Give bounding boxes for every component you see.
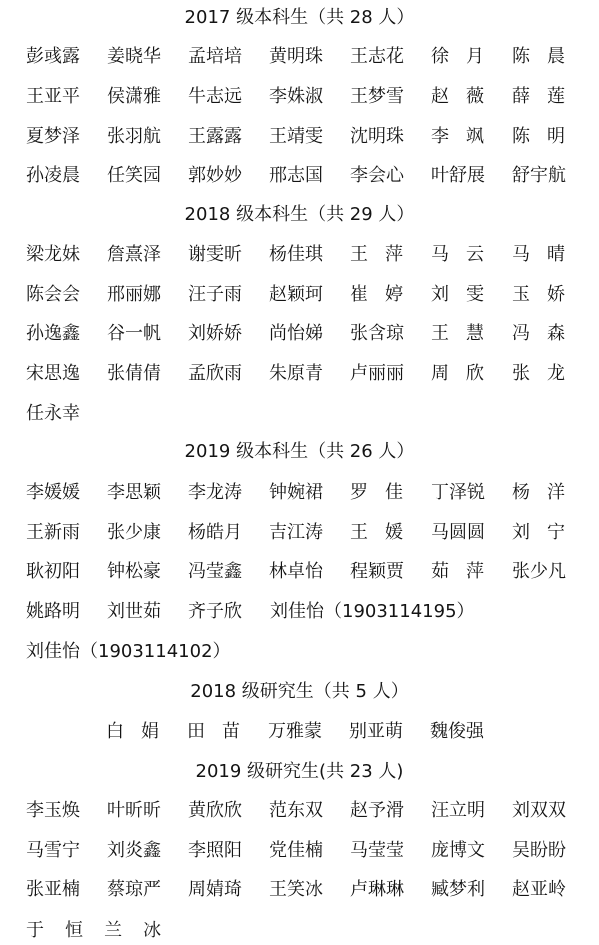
- student-name: 郭妙妙: [188, 165, 242, 186]
- student-name: 马 晴: [512, 244, 565, 265]
- student-name: 陈 晨: [512, 46, 565, 67]
- student-name: 王笑冰: [269, 879, 323, 900]
- student-name: 崔 婷: [350, 284, 403, 305]
- student-name: 汪子雨: [188, 284, 242, 305]
- student-name: 李思颖: [107, 482, 161, 503]
- student-name: 张 龙: [512, 363, 565, 384]
- section-heading: 2017 级本科生（共 28 人）: [184, 7, 415, 28]
- student-name: 张少康: [107, 522, 161, 543]
- student-name: 夏梦泽: [26, 126, 80, 147]
- student-name: 杨 洋: [512, 482, 565, 503]
- student-name: 卢丽丽: [350, 363, 404, 384]
- student-name: 别亚萌: [349, 721, 403, 742]
- section-heading: 2018 级本科生（共 29 人）: [184, 204, 415, 225]
- student-name: 卢琳琳: [350, 879, 404, 900]
- student-name: 白 娟: [106, 721, 159, 742]
- student-name: 孟培培: [188, 46, 242, 67]
- student-name: 王 慧: [431, 323, 484, 344]
- student-name: 杨佳琪: [269, 244, 323, 265]
- student-name: 范东双: [269, 800, 323, 821]
- student-name: 王 萍: [350, 244, 403, 265]
- student-name: 任笑园: [107, 165, 161, 186]
- student-name: 于 恒 兰 冰: [26, 920, 162, 941]
- student-name: 刘炎鑫: [107, 840, 161, 861]
- student-name: 齐子欣: [188, 601, 242, 622]
- student-name: 王露露: [188, 126, 242, 147]
- student-name: 丁泽锐: [431, 482, 485, 503]
- student-name: 张羽航: [107, 126, 161, 147]
- student-name: 刘 宁: [512, 522, 565, 543]
- student-name: 赵予滑: [350, 800, 404, 821]
- student-name: 罗 佳: [350, 482, 403, 503]
- student-name: 梁龙妹: [26, 244, 80, 265]
- student-name: 孙凌晨: [26, 165, 80, 186]
- student-name: 刘佳怡（1903114102）: [26, 641, 231, 662]
- student-name: 叶舒展: [431, 165, 485, 186]
- student-name: 冯 森: [512, 323, 565, 344]
- student-name: 刘双双: [512, 800, 566, 821]
- student-name: 詹熹泽: [107, 244, 161, 265]
- student-name: 赵颖珂: [269, 284, 323, 305]
- student-name: 臧梦利: [431, 879, 485, 900]
- student-name: 姚路明: [26, 601, 80, 622]
- student-name: 周 欣: [431, 363, 484, 384]
- student-name: 王志花: [350, 46, 404, 67]
- student-name: 孙逸鑫: [26, 323, 80, 344]
- student-name: 王亚平: [26, 86, 80, 107]
- student-name: 朱原青: [269, 363, 323, 384]
- student-name: 刘佳怡（1903114195）: [270, 601, 475, 622]
- student-name: 姜晓华: [107, 46, 161, 67]
- student-name: 牛志远: [188, 86, 242, 107]
- student-name: 宋思逸: [26, 363, 80, 384]
- student-name: 彭彧露: [26, 46, 80, 67]
- student-name: 李照阳: [188, 840, 242, 861]
- student-name: 薛 莲: [512, 86, 565, 107]
- student-name: 魏俊强: [430, 721, 484, 742]
- student-name: 谷一帆: [107, 323, 161, 344]
- student-name: 钟婉裙: [269, 482, 323, 503]
- student-name: 钟松豪: [107, 561, 161, 582]
- student-name: 张亚楠: [26, 879, 80, 900]
- student-name: 冯莹鑫: [188, 561, 242, 582]
- student-name: 程颖贾: [350, 561, 404, 582]
- student-name: 任永幸: [26, 403, 80, 424]
- student-name: 周婧琦: [188, 879, 242, 900]
- student-name: 田 苗: [187, 721, 240, 742]
- student-name: 刘 雯: [431, 284, 484, 305]
- student-name: 王梦雪: [350, 86, 404, 107]
- student-name: 马莹莹: [350, 840, 404, 861]
- student-name: 马 云: [431, 244, 484, 265]
- student-name: 陈会会: [26, 284, 80, 305]
- student-name: 黄明珠: [269, 46, 323, 67]
- section-heading: 2019 级研究生(共 23 人): [195, 761, 404, 782]
- student-name: 李玉焕: [26, 800, 80, 821]
- student-name: 玉 娇: [512, 284, 565, 305]
- student-name: 茹 萍: [431, 561, 484, 582]
- section-heading: 2019 级本科生（共 26 人）: [184, 441, 415, 462]
- student-name: 党佳楠: [269, 840, 323, 861]
- student-name: 庞博文: [431, 840, 485, 861]
- student-name: 李会心: [350, 165, 404, 186]
- student-name: 汪立明: [431, 800, 485, 821]
- student-name: 李姝淑: [269, 86, 323, 107]
- student-name: 沈明珠: [350, 126, 404, 147]
- section-heading: 2018 级研究生（共 5 人）: [190, 681, 409, 702]
- student-name: 万雅蒙: [268, 721, 322, 742]
- student-name: 尚怡娣: [269, 323, 323, 344]
- student-name: 张含琼: [350, 323, 404, 344]
- student-name: 李媛媛: [26, 482, 80, 503]
- student-name: 谢雯昕: [188, 244, 242, 265]
- student-name: 邢志国: [269, 165, 323, 186]
- student-name: 陈 明: [512, 126, 565, 147]
- student-name: 徐 月: [431, 46, 484, 67]
- student-name: 马雪宁: [26, 840, 80, 861]
- student-name: 张少凡: [512, 561, 566, 582]
- student-name: 林卓怡: [269, 561, 323, 582]
- student-name: 吉江涛: [269, 522, 323, 543]
- student-name: 舒宇航: [512, 165, 566, 186]
- student-name: 耿初阳: [26, 561, 80, 582]
- student-name: 孟欣雨: [188, 363, 242, 384]
- student-name: 叶昕昕: [107, 800, 161, 821]
- student-name: 刘世茹: [107, 601, 161, 622]
- student-name: 王靖雯: [269, 126, 323, 147]
- student-name: 蔡琼严: [107, 879, 161, 900]
- student-name: 邢丽娜: [107, 284, 161, 305]
- student-name: 王 媛: [350, 522, 403, 543]
- student-name: 王新雨: [26, 522, 80, 543]
- student-name: 黄欣欣: [188, 800, 242, 821]
- student-name: 侯潇雅: [107, 86, 161, 107]
- student-name: 马圆圆: [431, 522, 485, 543]
- student-name: 赵亚岭: [512, 879, 566, 900]
- student-name: 吴盼盼: [512, 840, 566, 861]
- student-name: 杨皓月: [188, 522, 242, 543]
- student-name: 张倩倩: [107, 363, 161, 384]
- student-name: 刘娇娇: [188, 323, 242, 344]
- student-name: 李龙涛: [188, 482, 242, 503]
- student-name: 李 飒: [431, 126, 484, 147]
- student-name: 赵 薇: [431, 86, 484, 107]
